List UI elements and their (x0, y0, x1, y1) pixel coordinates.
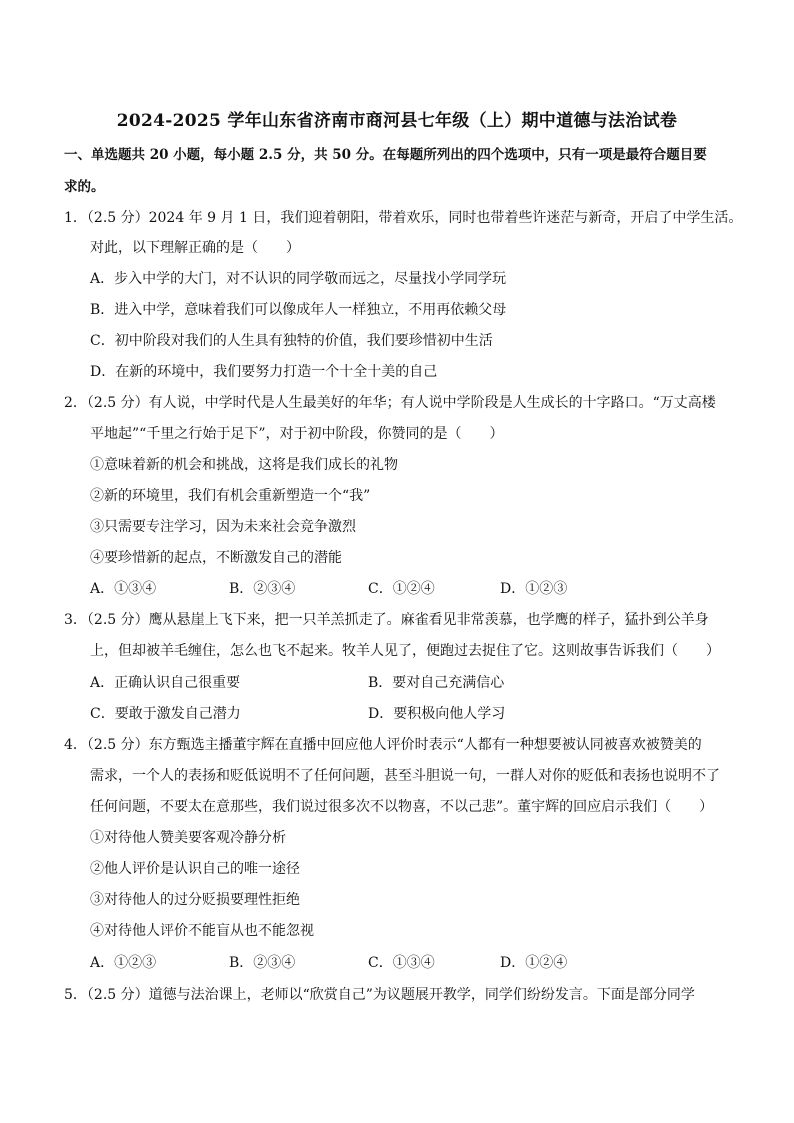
question-1-option-a[interactable]: A．步入中学的大门，对不认识的同学敬而远之，尽量找小学同学玩 (90, 271, 507, 287)
question-2-option-c[interactable]: C．①②④ (368, 581, 435, 597)
question-1-option-c[interactable]: C．初中阶段对我们的人生具有独特的价值，我们要珍惜初中生活 (90, 333, 493, 349)
question-4-item-4: ④对待他人评价不能盲从也不能忽视 (90, 923, 314, 939)
question-1-option-b[interactable]: B．进入中学，意味着我们可以像成年人一样独立，不用再依赖父母 (90, 302, 507, 318)
question-3-stem-line-1: 3．（2.5 分）鹰从悬崖上飞下来，把一只羊羔抓走了。麻雀看见非常羡慕，也学鹰的样子，猛扑到公羊身 (64, 612, 709, 628)
question-4-options (0, 952, 794, 972)
question-4-stem-line-2: 需求，一个人的表扬和贬低说明不了任何问题，甚至斗胆说一句，一群人对你的贬低和表扬也说明不了 (90, 768, 720, 784)
question-2-item-2: ②新的环境里，我们有机会重新塑造一个“我” (90, 488, 371, 504)
question-2-option-d[interactable]: D．①②③ (500, 581, 568, 597)
question-2-options (0, 578, 794, 598)
question-1-stem-line-2: 对此，以下理解正确的是（ ） (90, 240, 300, 256)
section-instruction-line-1: 一、单选题共 20 小题，每小题 2.5 分，共 50 分。在每题所列出的四个选项中，只有一项是最符合题目要 (64, 147, 707, 163)
question-2-stem-line-2: 平地起”“千里之行始于足下”，对于初中阶段，你赞同的是（ ） (90, 426, 504, 442)
question-3-options-row-1 (0, 672, 794, 692)
question-3-option-a[interactable]: A．正确认识自己很重要 (90, 675, 241, 691)
question-4-item-1: ①对待他人赞美要客观冷静分析 (90, 830, 286, 846)
question-2-item-4: ④要珍惜新的起点，不断激发自己的潜能 (90, 550, 342, 566)
question-4-option-d[interactable]: D．①②④ (500, 955, 568, 971)
question-2-item-3: ③只需要专注学习，因为未来社会竞争激烈 (90, 519, 356, 535)
question-1-option-d[interactable]: D．在新的环境中，我们要努力打造一个十全十美的自己 (90, 364, 438, 380)
question-2-option-a[interactable]: A．①③④ (90, 581, 157, 597)
question-3-options-row-2 (0, 703, 794, 723)
question-2-item-1: ①意味着新的机会和挑战，这将是我们成长的礼物 (90, 457, 398, 473)
question-3-option-b[interactable]: B．要对自己充满信心 (368, 675, 505, 691)
question-5-stem-line-1: 5．（2.5 分）道德与法治课上，老师以“欣赏自己”为议题展开教学，同学们纷纷发言。下面是部分同学 (64, 987, 695, 1003)
question-3-option-d[interactable]: D．要积极向他人学习 (368, 706, 506, 722)
question-4-option-c[interactable]: C．①③④ (368, 955, 435, 971)
question-4-option-b[interactable]: B．②③④ (229, 955, 296, 971)
question-2-option-b[interactable]: B．②③④ (229, 581, 296, 597)
question-4-stem-line-1: 4．（2.5 分）东方甄选主播董宇辉在直播中回应他人评价时表示“人都有一种想要被认同被喜欢被赞美的 (64, 737, 702, 753)
question-2-stem-line-1: 2．（2.5 分）有人说，中学时代是人生最美好的年华；有人说中学阶段是人生成长的十字路口。“万丈高楼 (64, 395, 716, 411)
question-4-item-2: ②他人评价是认识自己的唯一途径 (90, 861, 300, 877)
question-1-stem-line-1: 1．（2.5 分）2024 年 9 月 1 日，我们迎着朝阳，带着欢乐，同时也带着些许迷茫与新奇，开启了中学生活。 (64, 210, 743, 226)
question-4-item-3: ③对待他人的过分贬损要理性拒绝 (90, 892, 300, 908)
question-4-stem-line-3: 任何问题，不要太在意那些，我们说过很多次不以物喜，不以己悲”。董宇辉的回应启示我们（ ） (90, 799, 714, 815)
question-3-stem-line-2: 上，但却被羊毛缠住，怎么也飞不起来。牧羊人见了，便跑过去捉住了它。这则故事告诉我们（ ） (90, 643, 720, 659)
section-instruction-line-2: 求的。 (64, 179, 105, 195)
question-4-option-a[interactable]: A．①②③ (90, 955, 157, 971)
exam-title: 2024-2025 学年山东省济南市商河县七年级（上）期中道德与法治试卷 (116, 111, 678, 131)
question-3-option-c[interactable]: C．要敢于激发自己潜力 (90, 706, 241, 722)
